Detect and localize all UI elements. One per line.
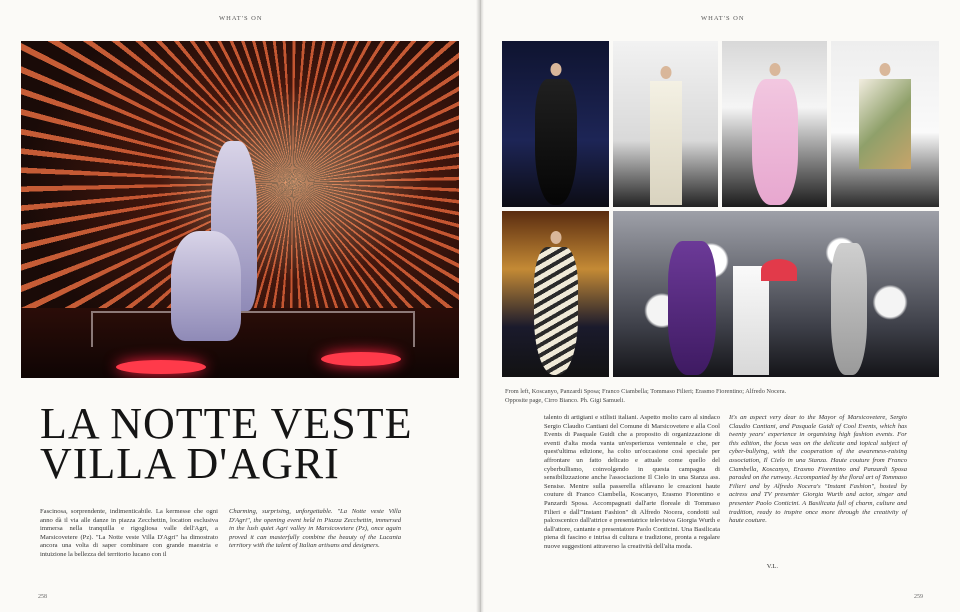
pink-gown [752,79,798,205]
article-title [40,399,460,488]
stage-railing [91,311,415,347]
title-line: VILLA D'AGRI [40,439,340,488]
runway-photo [722,41,827,207]
title-line: LA NOTTE VESTE [40,399,413,448]
black-gown [535,79,577,205]
presenter-in-white-suit [733,266,769,375]
right-page [481,0,960,612]
binding-gutter [476,0,484,612]
body-column-english: Charming, surprising, unforgettable. "La Notte veste Villa D'Agri", the opening event held in Piazza Zecchettin, immersed in the lush quiet Agri valley in Marsicovetere (Pz), once again proved it can masterfully combine the beauty of the Lucania territory with the talent of Italian artisans and designers. [229,508,401,550]
purple-gown [668,241,716,375]
silver-gown [831,243,867,375]
red-fan [761,259,797,281]
model-head [550,63,561,76]
model-head [550,231,561,244]
runway-photo [831,41,939,207]
caption-line: Opposite page, Cirro Bianco. Ph. Gigi Samueli. [505,397,625,404]
photo-caption [505,387,945,405]
model-head [660,66,671,79]
page-number: 258 [38,594,47,600]
printed-kaftan [859,79,911,169]
white-gown [650,81,682,205]
hero-stage-photo [21,41,459,378]
caption-line: From left, Koscanyo, Panzardi Sposa; Franco Ciambella; Tommaso Filieri; Erasmo Fiorentino; Alfredo Nocera. [505,388,787,395]
body-column-italian: Fascinosa, sorprendente, indimenticabile. La kermesse che ogni anno dà il via alle danze in piazza Zecchettin, location esclusiva immersa nella tranquilla e rigogliosa valle dell'Agri, a Marsicovetere (Pz). "La Notte veste Villa D'Agri" ha dimostrato ancora una volta di saper combinare con grande maestria e intuizione la bellezza del territorio lucano con il [40,508,218,558]
acrobat-figure [171,231,241,341]
red-spotlight [116,360,206,374]
runway-photo [613,41,718,207]
runway-finale-photo [613,211,939,377]
body-column-english: It's an aspect very dear to the Mayor of Marsicovetere, Sergio Claudio Cantiani, and Pasquale Guidi of Cool Events, which has twenty years' experience in organising high fashion events. For this edition, the focus was on the delicate and topical subject of cyber-bullying, with the cooperation of the awareness-raising association, Il Cielo in una Stanza. Haute couture from Franco Ciambella, Koscanyo, Erasmo Fiorentino and Panzardi Sposa paraded on the runway. Accompanied by the floral art of Tommaso Filieri and by Alfredo Nocera's "Instant Fashion", hosted by actress and TV presenter Giorgia Wurth and actor, singer and presenter Paolo Conticini. A Basilicata full of charm, culture and tradition, ready to inspire once more through the creativity of haute couture. [729,414,907,525]
red-spotlight [321,352,401,366]
body-column-italian: talento di artigiani e stilisti italiani. Aspetto molto caro al sindaco Sergio Claudio Cantiani del Comune di Marsicovetere e alla Cool Events di Pasquale Guidi che a proposito di organizzazione di eventi d'alta moda vanta un'esperienza ventennale e che, per quest'ultima edizione, ha colto un'occasione così speciale per affrontare un fatto delicato e attuale come quello del cyberbullismo, coinvolgendo in questa campagna di sensibilizzazione anche l'associazione Il Cielo in una Stanza ass. Sensise. Mentre sulla passerella sfilavano le creazioni haute couture di Franco Ciambella, Koscanyo, Erasmo Fiorentino e Panzardi Sposa. Accompagnati dall'arte floreale di Tommaso Filieri e dall'"Instant Fashion" di Alfredo Nocera, condotti sul palcoscenico dall'attrice e presentatrice televisiva Giorgia Wurth e dall'attore, cantante e presentatore Paolo Conticini. Una Basilicata piena di fascino e intrisa di cultura e tradizione, pronta a regalare nuove suggestioni attraverso la creatività dell'alta moda. [544,414,720,550]
model-head [880,63,891,76]
runway-photo [502,41,609,207]
page-number: 259 [914,594,923,600]
striped-gown [534,247,578,375]
model-head [769,63,780,76]
runway-photo [502,211,609,377]
author-signature: V.L. [766,563,778,570]
right-running-head: WHAT'S ON [701,15,745,22]
left-running-head: WHAT'S ON [219,15,263,22]
